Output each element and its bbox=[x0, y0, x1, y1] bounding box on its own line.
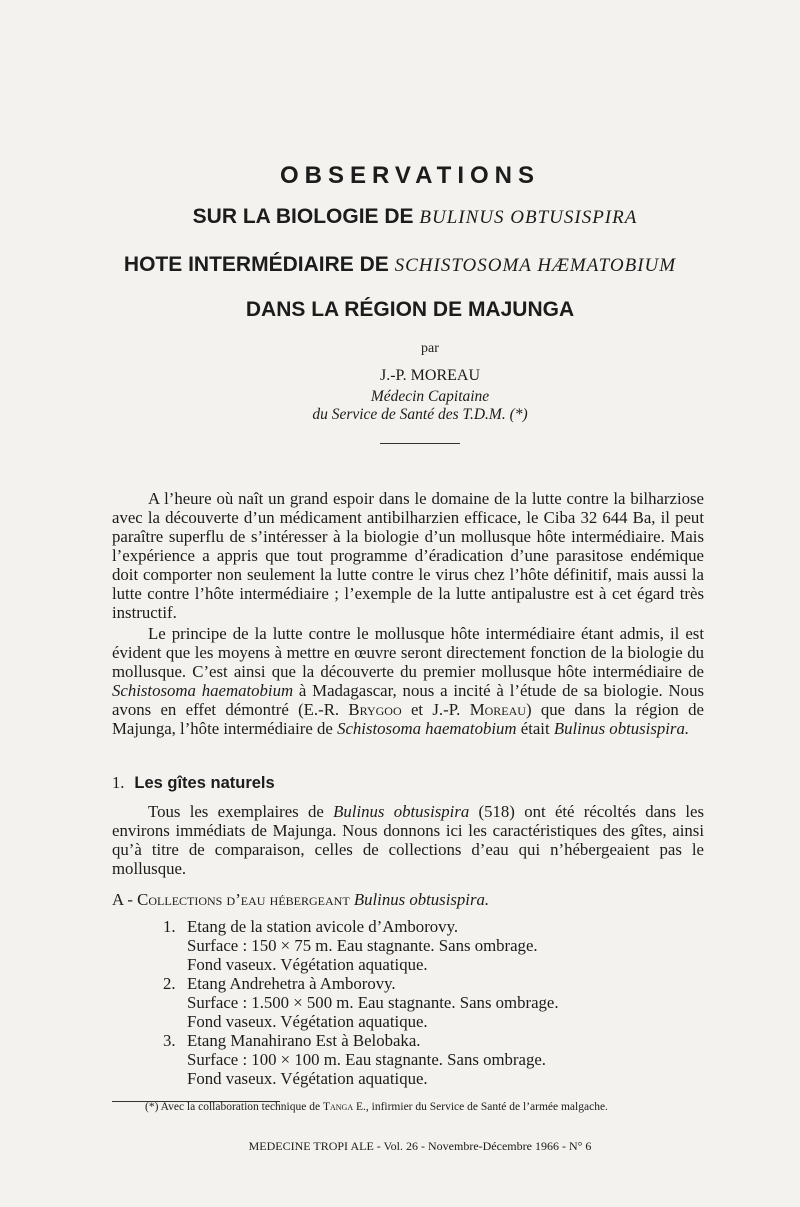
title-line2-species: BULINUS OBTUSISPIRA bbox=[419, 207, 638, 228]
byline-par: par bbox=[421, 341, 439, 356]
site-surface: Surface : 1.500 × 500 m. Eau stagnante. Sans ombrage. bbox=[187, 993, 559, 1012]
site-number: 2. bbox=[163, 974, 176, 993]
author-name: J.-P. MOREAU bbox=[379, 367, 480, 384]
p2-species-j: Bulinus obtusispira. bbox=[553, 719, 690, 738]
footnote bbox=[145, 1101, 608, 1113]
site-fond: Fond vaseux. Végétation aquatique. bbox=[187, 1012, 428, 1031]
article-title-line1: OBSERVATIONS bbox=[279, 162, 541, 189]
site-surface: Surface : 150 × 75 m. Eau stagnante. Sans ombrage. bbox=[187, 936, 538, 955]
site-number: 1. bbox=[163, 917, 176, 936]
author-role: Médecin Capitaine bbox=[370, 388, 490, 405]
principle-paragraph bbox=[112, 624, 704, 738]
footnote-text-a: (*) Avec la collaboration technique de bbox=[145, 1101, 323, 1113]
subsection-prefix: A - bbox=[112, 890, 138, 909]
p2-text-a: Le principe de la lutte contre le mollusque hôte intermédiaire étant admis, il est évident que les moyens à mettre en œuvre seront directement fonction de la biologie du mollusque. C’est ainsi que la découverte du premier mollusque hôte intermédiaire de bbox=[112, 624, 704, 681]
author-service: du Service de Santé des T.D.M. (*) bbox=[312, 406, 528, 423]
sites-paragraph bbox=[112, 802, 704, 878]
p3-text-a: Tous les exemplaires de bbox=[148, 802, 334, 821]
sites-list bbox=[163, 917, 559, 1088]
p2-text-c: à Madagascar, nous a incité à l’étude de sa biologie. Nous avons en effet démontré (E.-R. bbox=[112, 681, 704, 719]
subsection-heading bbox=[112, 890, 489, 910]
list-item bbox=[163, 917, 559, 936]
site-number: 3. bbox=[163, 1031, 176, 1050]
site-surface: Surface : 100 × 100 m. Eau stagnante. Sans ombrage. bbox=[187, 1050, 546, 1069]
p3-species: Bulinus obtusispira bbox=[333, 802, 470, 821]
article-title-line2 bbox=[0, 205, 800, 229]
title-divider bbox=[380, 443, 460, 444]
site-name: Etang Andrehetra à Amborovy. bbox=[187, 974, 396, 993]
section-number: 1. bbox=[112, 773, 125, 792]
journal-footer: MEDECINE TROPI ALE - Vol. 26 - Novembre-Décembre 1966 - N° 6 bbox=[248, 1139, 592, 1153]
section-heading bbox=[112, 773, 275, 793]
subsection-label: Collections d’eau hébergeant bbox=[137, 890, 354, 909]
article-title-line4: DANS LA RÉGION DE MAJUNGA bbox=[245, 298, 575, 321]
title-line2-prefix: SUR LA BIOLOGIE DE bbox=[192, 205, 420, 228]
list-item bbox=[163, 974, 559, 993]
title-line3-species: SCHISTOSOMA HÆMATOBIUM bbox=[394, 255, 677, 276]
title-line3-prefix: HOTE INTERMÉDIAIRE DE bbox=[123, 253, 395, 276]
subsection-species: Bulinus obtusispira. bbox=[353, 890, 490, 909]
site-fond: Fond vaseux. Végétation aquatique. bbox=[187, 955, 428, 974]
p2-species-a: Schistosoma haematobium bbox=[112, 681, 294, 700]
p2-text-e: et J.-P. bbox=[401, 700, 470, 719]
p2-species-h: Schistosoma haematobium bbox=[337, 719, 517, 738]
footnote-name: Tanga bbox=[322, 1101, 354, 1113]
p2-author-moreau: Moreau bbox=[469, 700, 526, 719]
site-fond: Fond vaseux. Végétation aquatique. bbox=[187, 1069, 428, 1088]
site-name: Etang Manahirano Est à Belobaka. bbox=[187, 1031, 421, 1050]
site-name: Etang de la station avicole d’Amborovy. bbox=[187, 917, 459, 936]
p2-author-brygoo: Brygoo bbox=[348, 700, 402, 719]
intro-paragraph: A l’heure où naît un grand espoir dans le domaine de la lutte contre la bilharziose avec la découverte d’un médicament antibilharzien efficace, le Ciba 32 644 Ba, il peut paraître superflu de s’intéresser à la biologie d’un mollusque hôte intermédiaire. Mais l’expérience a appris que tout programme d’éradication d’une parasitose endémique doit comporter non seulement la lutte contre le virus chez l’hôte définitif, mais aussi la lutte contre l’hôte intermédiaire ; l’exemple de la lutte antipalustre est à cet égard très instructif. bbox=[112, 489, 704, 622]
article-title-line3 bbox=[0, 253, 800, 277]
p2-text-i: était bbox=[516, 719, 554, 738]
p2-text-g: ) que dans la région de Majunga, l’hôte intermédiaire de bbox=[112, 700, 704, 738]
section-title: Les gîtes naturels bbox=[134, 774, 275, 792]
footnote-text-c: E., infirmier du Service de Santé de l’armée malgache. bbox=[353, 1101, 608, 1113]
list-item bbox=[163, 1031, 559, 1050]
p3-text-c: (518) ont été récoltés dans les environs immédiats de Majunga. Nous donnons ici les caractéristiques des gîtes, ainsi qu’à titre de comparaison, celles de collections d’eau qui n’hébergeaient pas le mollusque. bbox=[112, 802, 704, 878]
